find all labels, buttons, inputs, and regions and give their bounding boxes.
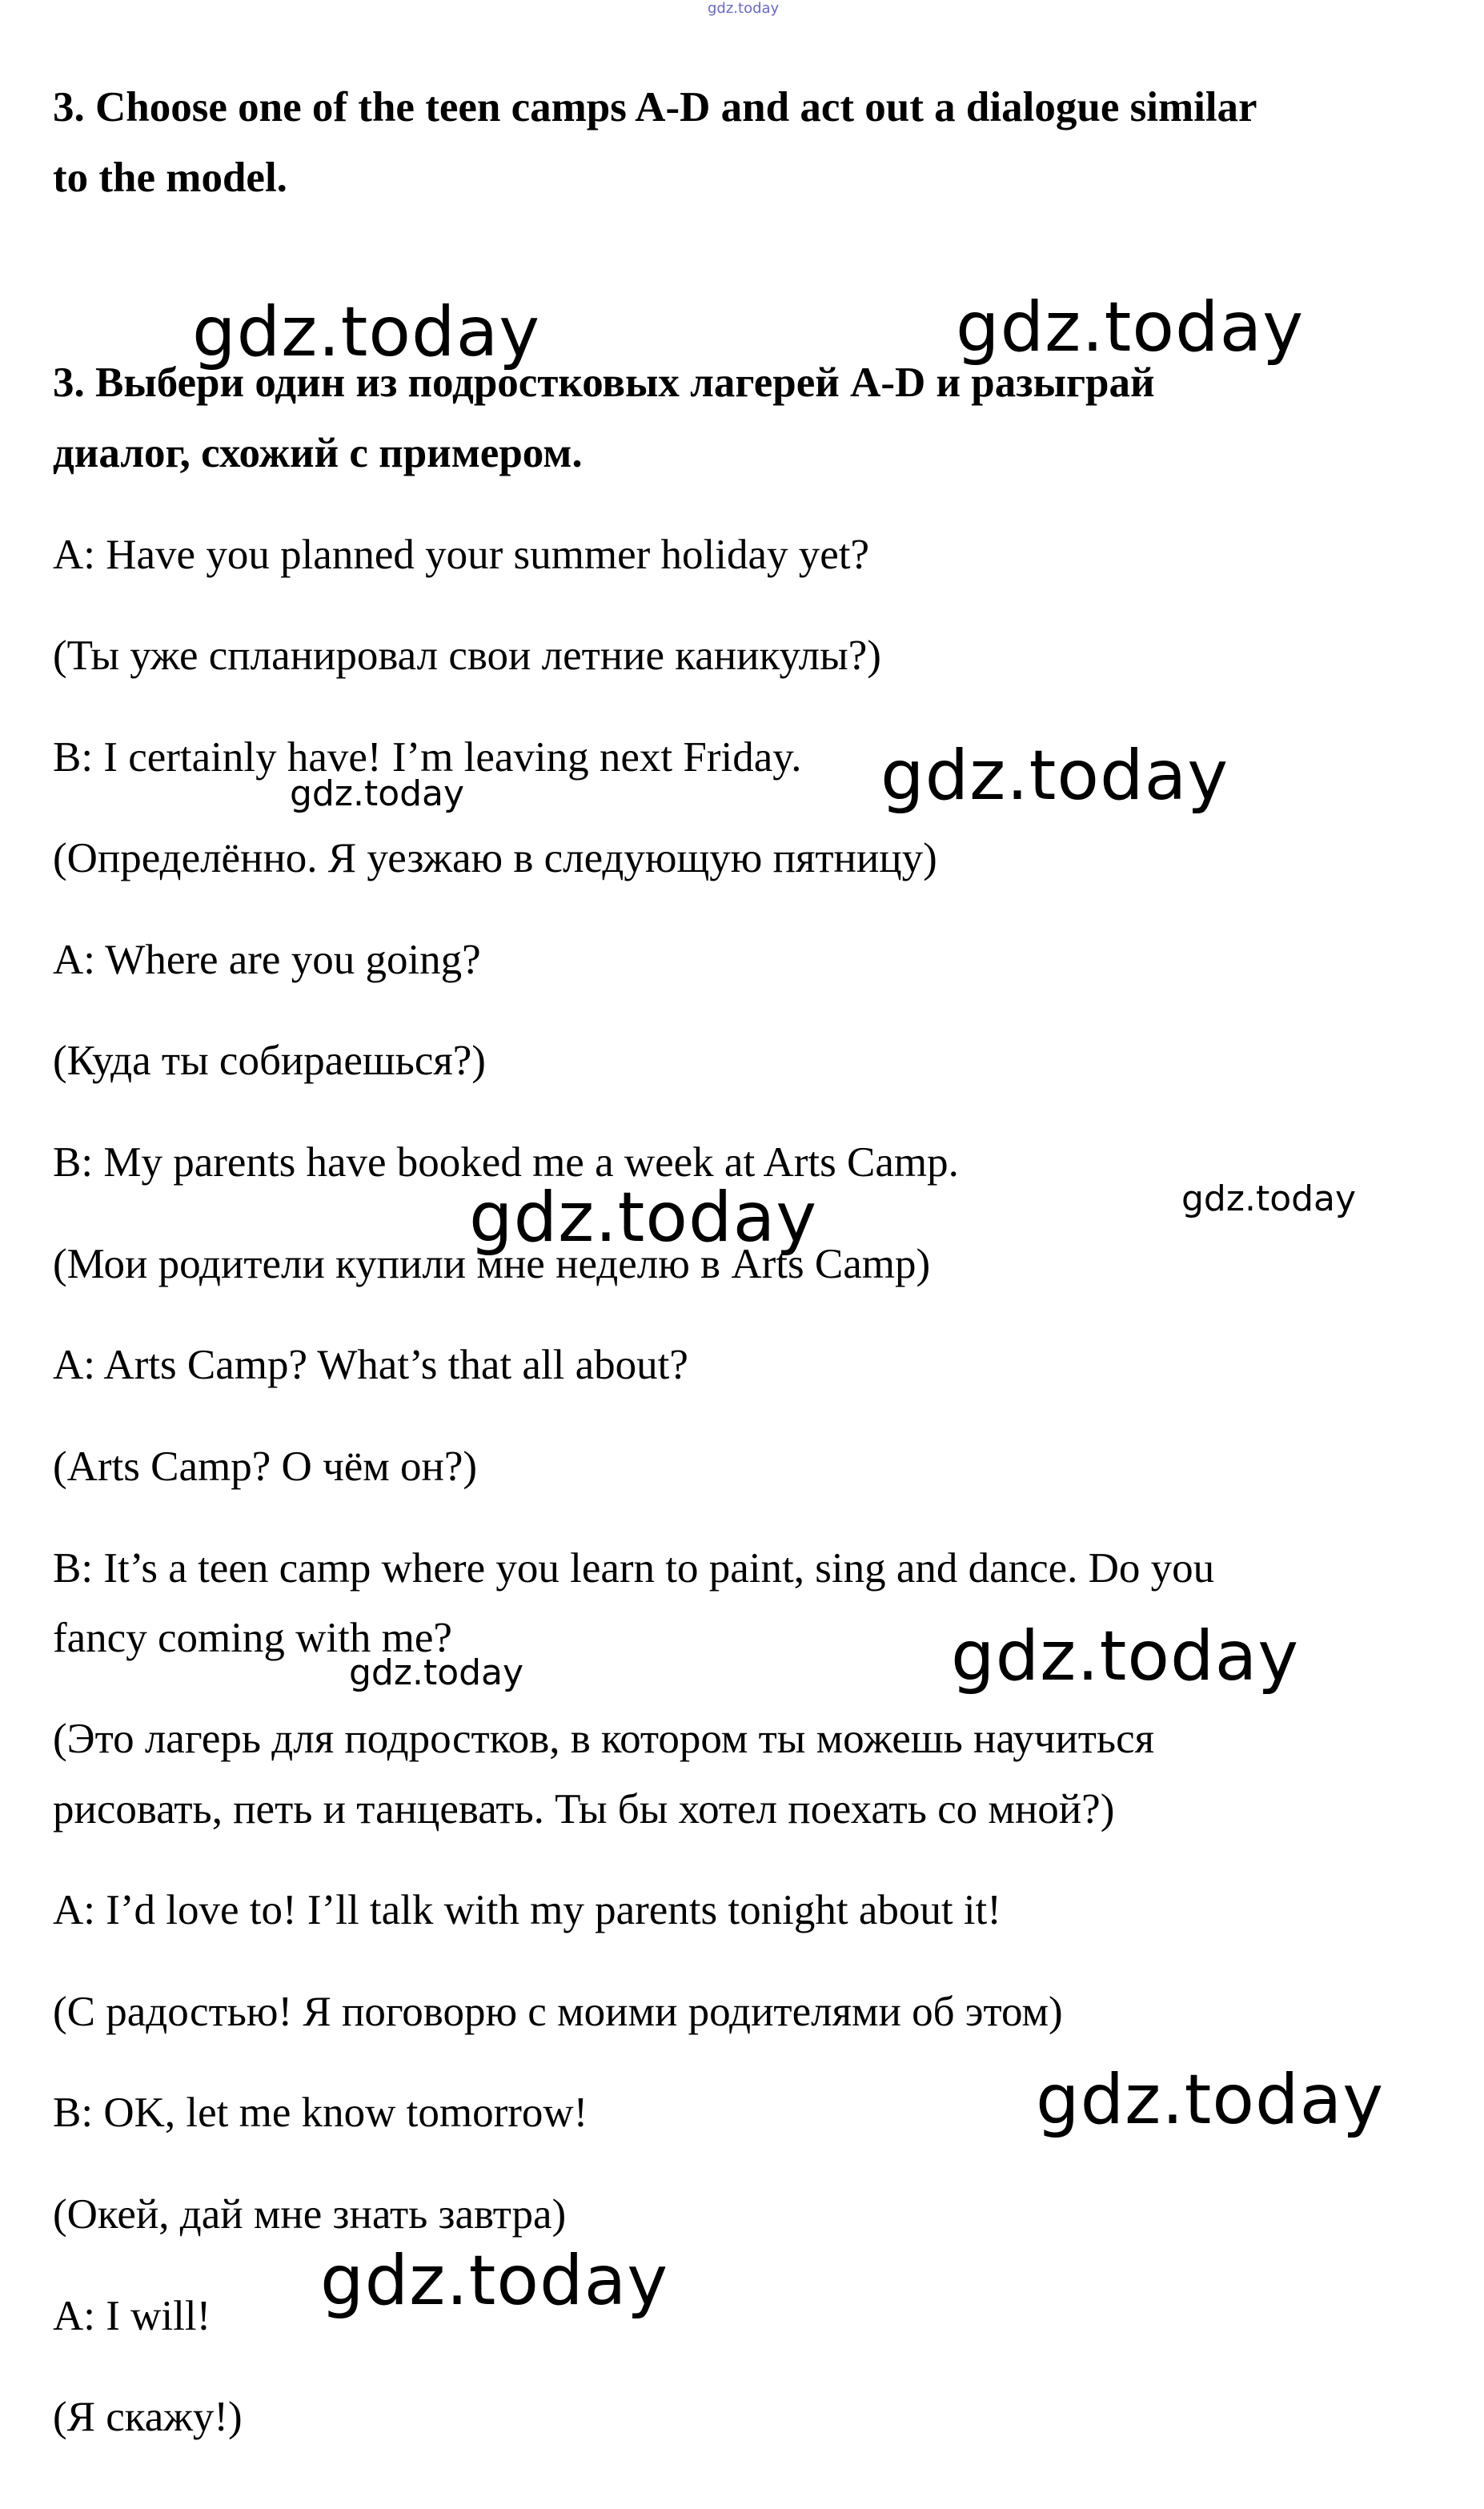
watermark: gdz.today	[951, 1616, 1300, 1696]
dialogue-line: A: Have you planned your summer holiday yet?	[53, 532, 869, 578]
watermark: gdz.today	[956, 287, 1305, 367]
dialogue-line: (Мои родители купили мне неделю в Arts Camp)	[53, 1241, 931, 1287]
task-title-en-line2: to the model.	[53, 155, 287, 201]
dialogue-line: рисовать, петь и танцевать. Ты бы хотел поехать со мной?)	[53, 1786, 1115, 1833]
dialogue-line: (Я скажу!)	[53, 2394, 243, 2440]
top-watermark: gdz.today	[708, 0, 780, 17]
task-title-en-line1: 3. Choose one of the teen camps A-D and act out a dialogue similar	[53, 84, 1257, 130]
dialogue-line: B: It’s a teen camp where you learn to paint, sing and dance. Do you	[53, 1545, 1215, 1592]
dialogue-line: B: OK, let me know tomorrow!	[53, 2089, 588, 2136]
watermark: gdz.today	[320, 2241, 669, 2321]
dialogue-line: (Arts Camp? О чём он?)	[53, 1443, 478, 1490]
dialogue-line: (Окей, дай мне знать завтра)	[53, 2191, 567, 2238]
watermark: gdz.today	[290, 773, 465, 814]
dialogue-line: (Это лагерь для подростков, в котором ты можешь научиться	[53, 1716, 1154, 1762]
watermark: gdz.today	[1181, 1178, 1357, 1219]
dialogue-line: (Ты уже спланировал свои летние каникулы?)	[53, 632, 881, 679]
dialogue-line: B: My parents have booked me a week at Arts Camp.	[53, 1139, 959, 1186]
task-title-ru-line2: диалог, схожий с примером.	[53, 430, 583, 476]
watermark: gdz.today	[1036, 2060, 1385, 2140]
watermark: gdz.today	[349, 1652, 524, 1693]
dialogue-line: A: I will!	[53, 2293, 211, 2339]
dialogue-line: A: Arts Camp? What’s that all about?	[53, 1342, 688, 1388]
dialogue-line: B: I certainly have! I’m leaving next Friday.	[53, 734, 802, 781]
dialogue-line: fancy coming with me?	[53, 1615, 452, 1661]
dialogue-line: A: Where are you going?	[53, 937, 481, 983]
dialogue-line: (С радостью! Я поговорю с моими родителями об этом)	[53, 1989, 1063, 2035]
watermark: gdz.today	[880, 736, 1229, 816]
watermark: gdz.today	[192, 292, 541, 372]
watermark: gdz.today	[469, 1178, 818, 1258]
dialogue-line: (Куда ты собираешься?)	[53, 1038, 486, 1084]
dialogue-line: (Определённо. Я уезжаю в следующую пятницу)	[53, 835, 937, 881]
dialogue-line: A: I’d love to! I’ll talk with my parents tonight about it!	[53, 1887, 1001, 1933]
task-title-ru-line1: 3. Выбери один из подростковых лагерей A-D и разыграй	[53, 359, 1155, 406]
